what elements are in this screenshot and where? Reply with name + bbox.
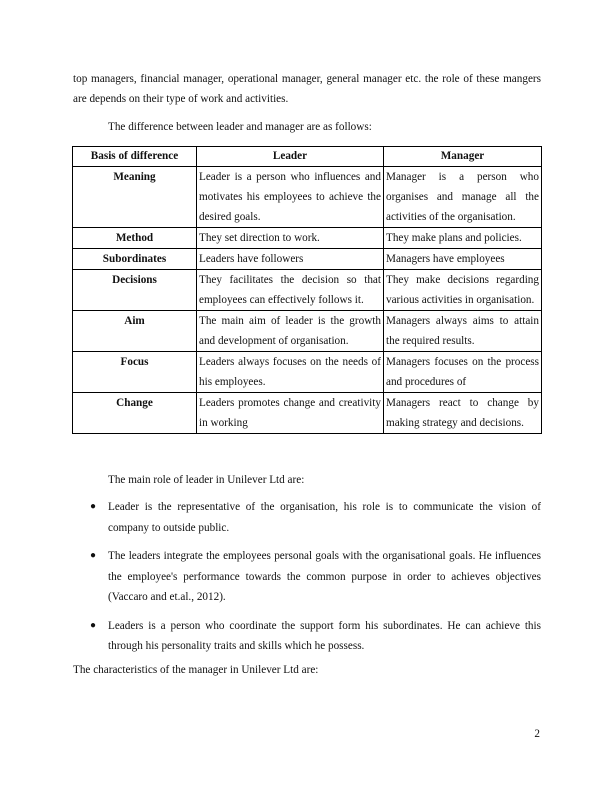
list-item-text: Leader is the representative of the organisation, his role is to communicate the vision of company to outside public. bbox=[108, 501, 541, 534]
row-leader: Leader is a person who influences and motivates his employees to achieve the desired goals. bbox=[197, 167, 384, 228]
table-row bbox=[73, 311, 542, 352]
row-leader: The main aim of leader is the growth and development of organisation. bbox=[197, 311, 384, 352]
intro-paragraph: top managers, financial manager, operational manager, general manager etc. the role of these mangers are depends on their type of work and activities. bbox=[73, 73, 541, 105]
row-manager: Managers always aims to attain the required results. bbox=[384, 311, 542, 352]
row-basis: Decisions bbox=[73, 270, 197, 311]
list-item-text: The leaders integrate the employees personal goals with the organisational goals. He influences the employee's performance towards the common purpose in order to achieves objectives (Vaccaro and et.al., 2012). bbox=[108, 550, 541, 603]
table-header-row bbox=[73, 147, 542, 167]
row-leader: Leaders always focuses on the needs of his employees. bbox=[197, 352, 384, 393]
row-basis: Change bbox=[73, 393, 197, 434]
difference-heading: The difference between leader and manager are as follows: bbox=[108, 121, 372, 133]
list-item bbox=[90, 497, 541, 538]
table-row bbox=[73, 270, 542, 311]
row-basis: Subordinates bbox=[73, 249, 197, 270]
row-leader: Leaders promotes change and creativity in working bbox=[197, 393, 384, 434]
row-basis: Aim bbox=[73, 311, 197, 352]
page-number: 2 bbox=[534, 728, 540, 740]
row-leader: Leaders have followers bbox=[197, 249, 384, 270]
list-item bbox=[90, 616, 541, 657]
row-manager: They make plans and policies. bbox=[384, 228, 542, 249]
bullet-icon: ● bbox=[90, 501, 97, 512]
header-manager: Manager bbox=[384, 147, 542, 167]
row-leader: They facilitates the decision so that employees can effectively follows it. bbox=[197, 270, 384, 311]
bullet-icon: ● bbox=[90, 619, 97, 631]
table-row bbox=[73, 228, 542, 249]
row-basis: Method bbox=[73, 228, 197, 249]
row-manager: Managers focuses on the process and procedures of bbox=[384, 352, 542, 393]
header-basis: Basis of difference bbox=[73, 147, 197, 167]
row-leader: They set direction to work. bbox=[197, 228, 384, 249]
table-row bbox=[73, 249, 542, 270]
bullet-icon: ● bbox=[90, 550, 97, 561]
leader-manager-table bbox=[72, 146, 542, 434]
row-manager: Managers have employees bbox=[384, 249, 542, 270]
leader-role-list bbox=[90, 497, 541, 665]
row-manager: Managers react to change by making strategy and decisions. bbox=[384, 393, 542, 434]
table-row bbox=[73, 352, 542, 393]
row-basis: Focus bbox=[73, 352, 197, 393]
row-basis: Meaning bbox=[73, 167, 197, 228]
row-manager: Manager is a person who organises and manage all the activities of the organisation. bbox=[384, 167, 542, 228]
table-row bbox=[73, 167, 542, 228]
list-item bbox=[90, 546, 541, 608]
leader-role-heading: The main role of leader in Unilever Ltd are: bbox=[108, 474, 305, 486]
row-manager: They make decisions regarding various activities in organisation. bbox=[384, 270, 542, 311]
table-row bbox=[73, 393, 542, 434]
list-item-text: Leaders is a person who coordinate the support form his subordinates. He can achieve this through his personality traits and skills which he possess. bbox=[108, 619, 541, 652]
header-leader: Leader bbox=[197, 147, 384, 167]
manager-characteristics-heading: The characteristics of the manager in Unilever Ltd are: bbox=[73, 664, 319, 676]
